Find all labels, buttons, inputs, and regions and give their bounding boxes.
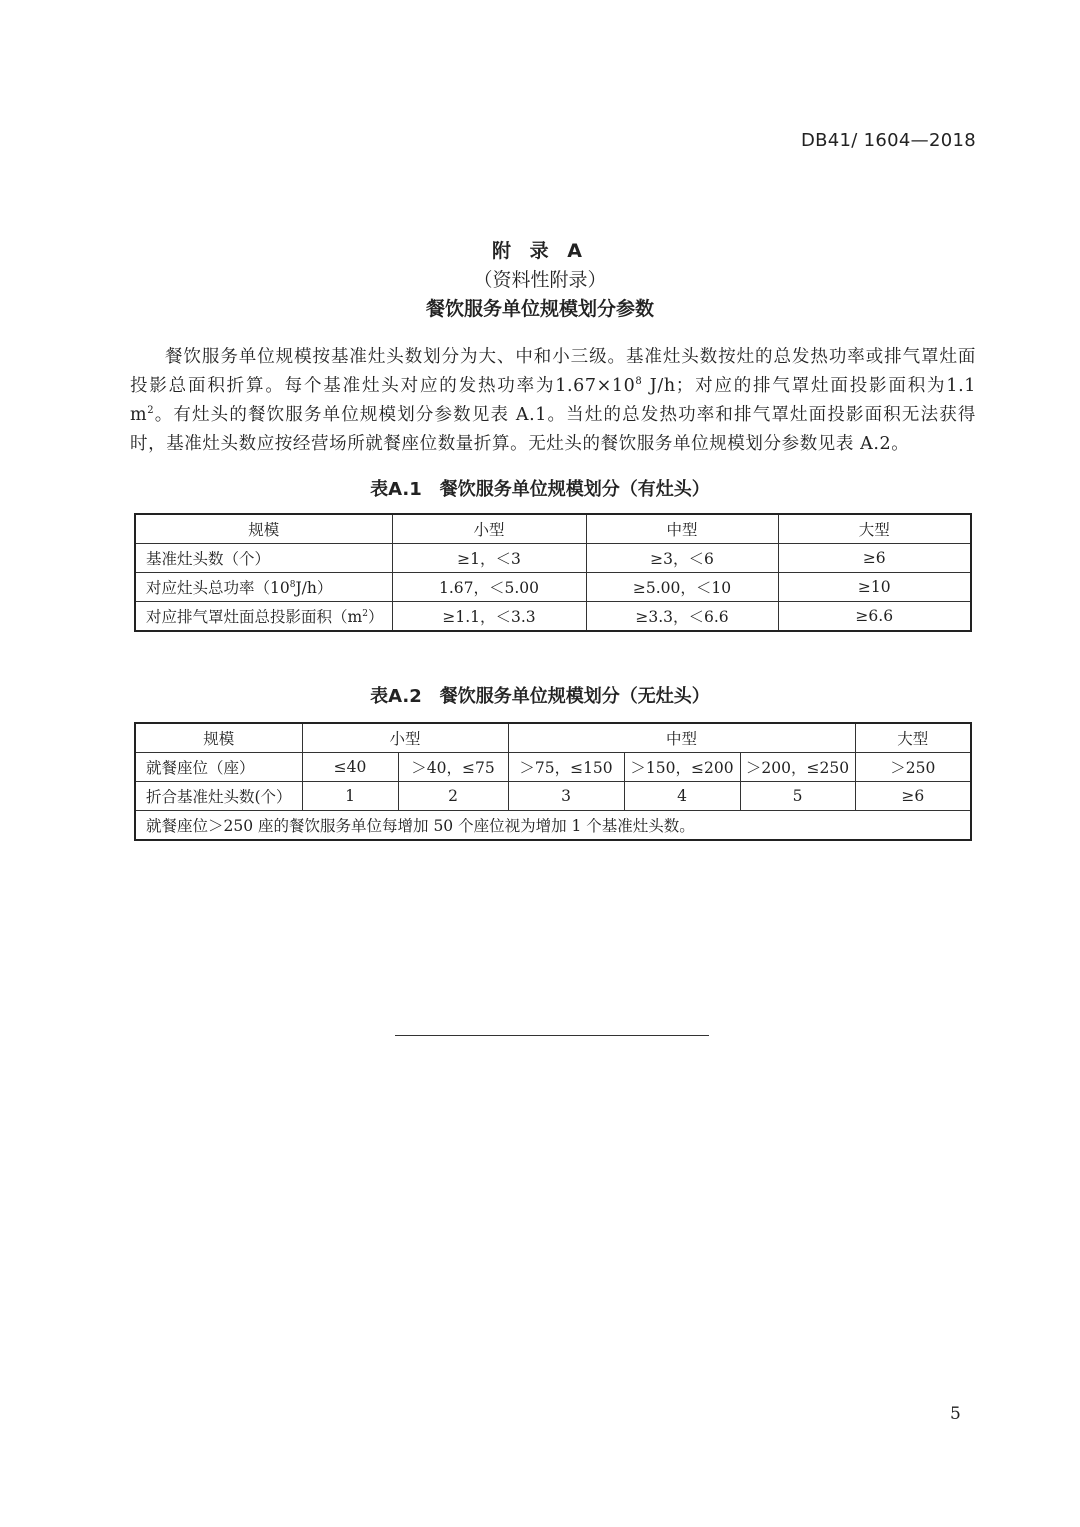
table2-header-scale: 规模 xyxy=(135,723,302,753)
table-row xyxy=(135,723,971,753)
table1-header-scale: 规模 xyxy=(135,514,392,544)
table2-header-small: 小型 xyxy=(302,723,508,753)
page-number: 5 xyxy=(950,1404,961,1424)
table-cell: ≥6 xyxy=(855,782,971,811)
table2-seats-label: 就餐座位（座） xyxy=(135,753,302,782)
row3-label-sup: 2 xyxy=(362,608,368,619)
table-cell: ＞75，≤150 xyxy=(508,753,624,782)
table-row xyxy=(135,753,971,782)
table-cell: 5 xyxy=(740,782,855,811)
table-cell: ≥5.00，＜10 xyxy=(586,573,778,602)
table2-header-medium: 中型 xyxy=(508,723,855,753)
table1-header-medium: 中型 xyxy=(586,514,778,544)
table1-header-small: 小型 xyxy=(392,514,586,544)
table-cell: 2 xyxy=(398,782,508,811)
end-divider xyxy=(395,1035,709,1036)
table-cell: ＞200，≤250 xyxy=(740,753,855,782)
table2-header-large: 大型 xyxy=(855,723,971,753)
row2-label-post: J/h） xyxy=(295,579,333,597)
table-cell: ≥1，＜3 xyxy=(392,544,586,573)
table1-header-large: 大型 xyxy=(778,514,971,544)
table-cell: ≥3，＜6 xyxy=(586,544,778,573)
paragraph-part1: 餐饮服务单位规模按基准灶头数划分为大、中和小三级。基准灶头数按灶的总发热功率或排气罩灶面投影总面积折算。每个基准灶头对应的发热功率为1.67×10 xyxy=(130,347,976,396)
table-cell: 3 xyxy=(508,782,624,811)
table-cell: ≥1.1，＜3.3 xyxy=(392,602,586,632)
paragraph-sup1: 8 xyxy=(635,376,643,388)
table2-caption: 表A.2 餐饮服务单位规模划分（无灶头） xyxy=(370,686,710,707)
row3-label-post: ） xyxy=(367,608,384,626)
appendix-heading: 餐饮服务单位规模划分参数 xyxy=(425,298,654,320)
row3-label-pre: 对应排气罩灶面总投影面积（m xyxy=(146,608,363,626)
table1 xyxy=(134,513,972,632)
row2-label-pre: 对应灶头总功率（10 xyxy=(146,579,290,597)
table1-row2-label xyxy=(135,573,392,602)
table2-burners-label: 折合基准灶头数(个） xyxy=(135,782,302,811)
table-row xyxy=(135,544,971,573)
table-cell: ＞40，≤75 xyxy=(398,753,508,782)
table-cell: ≥6 xyxy=(778,544,971,573)
table-row xyxy=(135,811,971,841)
table1-row1-label: 基准灶头数（个） xyxy=(135,544,392,573)
table-row xyxy=(135,602,971,632)
table-cell: ≥6.6 xyxy=(778,602,971,632)
table1-row3-label xyxy=(135,602,392,632)
table-cell: 1 xyxy=(302,782,398,811)
paragraph-sup2: 2 xyxy=(147,405,155,417)
table-cell: ＞150，≤200 xyxy=(624,753,740,782)
paragraph-part2: J/h；对应的排气罩灶面投影面积为1.1 m xyxy=(130,376,976,425)
table-cell: 1.67，＜5.00 xyxy=(392,573,586,602)
table-row xyxy=(135,573,971,602)
row2-label-sup: 8 xyxy=(289,579,296,590)
body-paragraph xyxy=(130,343,976,459)
table2 xyxy=(134,722,972,841)
table-cell: ≤40 xyxy=(302,753,398,782)
table-cell: ≥3.3，＜6.6 xyxy=(586,602,778,632)
table2-note: 就餐座位＞250 座的餐饮服务单位每增加 50 个座位视为增加 1 个基准灶头数。 xyxy=(135,811,971,841)
table1-caption: 表A.1 餐饮服务单位规模划分（有灶头） xyxy=(370,479,710,500)
table-row xyxy=(135,514,971,544)
standard-code: DB41/ 1604—2018 xyxy=(800,130,976,151)
table-row xyxy=(135,782,971,811)
paragraph-part3: 。有灶头的餐饮服务单位规模划分参数见表 A.1。当灶的总发热功率和排气罩灶面投影面积无法获得时，基准灶头数应按经营场所就餐座位数量折算。无灶头的餐饮服务单位规模划分参数见表 A.2。 xyxy=(130,405,976,454)
table-cell: ＞250 xyxy=(855,753,971,782)
table-cell: ≥10 xyxy=(778,573,971,602)
appendix-title: 附 录 A xyxy=(492,240,588,262)
appendix-subtitle: （资料性附录） xyxy=(473,269,607,291)
table-cell: 4 xyxy=(624,782,740,811)
